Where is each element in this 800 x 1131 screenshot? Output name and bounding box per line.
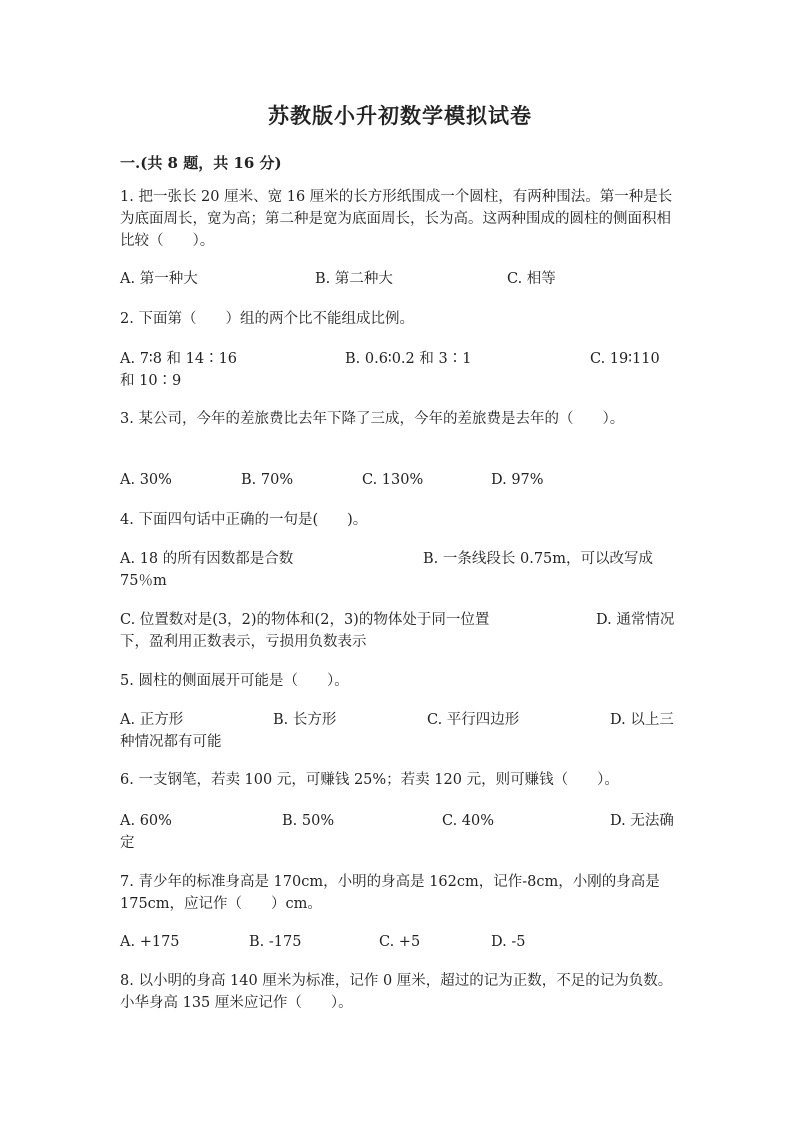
question-4-option-a[interactable]: A. 18 的所有因数都是合数 (120, 551, 294, 567)
question-5-option-d-wrap: 种情况都有可能 (120, 734, 222, 750)
question-2-stem: 2. 下面第（ ）组的两个比不能组成比例。 (120, 311, 414, 327)
question-7-option-c[interactable]: C. +5 (379, 934, 421, 950)
question-5-option-c[interactable]: C. 平行四边形 (427, 712, 520, 728)
question-6-option-b[interactable]: B. 50% (282, 813, 335, 829)
question-4-option-d[interactable]: D. 通常情况 (596, 612, 675, 628)
question-7-option-d[interactable]: D. -5 (491, 934, 526, 950)
question-4-option-b-wrap: 75％m (120, 573, 167, 589)
question-2-option-a[interactable]: A. 7∶8 和 14∶16 (120, 351, 238, 367)
question-5-option-a[interactable]: A. 正方形 (120, 712, 184, 728)
question-4-option-b[interactable]: B. 一条线段长 0.75m，可以改写成 (423, 551, 654, 567)
section-heading: 一.(共 8 题，共 16 分) (120, 154, 282, 172)
question-7-stem: 7. 青少年的标准身高是 170cm，小明的身高是 162cm，记作-8cm，小刚的身高是 175cm，应记作（ ）cm。 (120, 874, 660, 912)
question-2-option-c-wrap: 和 10∶9 (120, 373, 182, 389)
question-3-option-a[interactable]: A. 30% (120, 472, 172, 488)
question-3-stem: 3. 某公司，今年的差旅费比去年下降了三成，今年的差旅费是去年的（ ）。 (120, 411, 625, 427)
question-5-option-b[interactable]: B. 长方形 (273, 712, 337, 728)
question-6-stem: 6. 一支钢笔，若卖 100 元，可赚钱 25%；若卖 120 元，则可赚钱（ ）。 (120, 772, 619, 788)
question-5-option-d[interactable]: D. 以上三 (610, 712, 674, 728)
question-7-option-b[interactable]: B. -175 (249, 934, 302, 950)
question-1-option-c[interactable]: C. 相等 (507, 271, 556, 287)
question-6-option-d-wrap: 定 (120, 835, 135, 851)
question-8-stem: 8. 以小明的身高 140 厘米为标准，记作 0 厘米，超过的记为正数，不足的记为负数。小华身高 135 厘米应记作（ ）。 (120, 973, 673, 1011)
question-6-option-d[interactable]: D. 无法确 (610, 813, 674, 829)
question-1-stem: 1. 把一张长 20 厘米、宽 16 厘米的长方形纸围成一个圆柱，有两种围法。第一种是长为底面周长，宽为高；第二种是宽为底面周长，长为高。这两种围成的圆柱的侧面积相比较（ ）。 (120, 189, 673, 249)
question-4-stem: 4. 下面四句话中正确的一句是( )。 (120, 512, 368, 528)
question-3-option-d[interactable]: D. 97% (491, 472, 544, 488)
question-4-option-d-wrap: 下，盈利用正数表示，亏损用负数表示 (120, 634, 367, 650)
question-3-option-b[interactable]: B. 70% (241, 472, 294, 488)
question-2-option-b[interactable]: B. 0.6∶0.2 和 3∶1 (345, 351, 472, 367)
question-1-option-b[interactable]: B. 第二种大 (315, 271, 393, 287)
question-4-option-c[interactable]: C. 位置数对是(3，2)的物体和(2，3)的物体处于同一位置 (120, 612, 490, 628)
question-2-option-c[interactable]: C. 19∶110 (590, 351, 660, 367)
question-5-stem: 5. 圆柱的侧面展开可能是（ ）。 (120, 673, 349, 689)
question-7-option-a[interactable]: A. +175 (120, 934, 180, 950)
question-1-option-a[interactable]: A. 第一种大 (120, 271, 198, 287)
question-6-option-a[interactable]: A. 60% (120, 813, 172, 829)
page-title: 苏教版小升初数学模拟试卷 (268, 103, 532, 128)
question-3-option-c[interactable]: C. 130% (362, 472, 424, 488)
question-6-option-c[interactable]: C. 40% (442, 813, 495, 829)
